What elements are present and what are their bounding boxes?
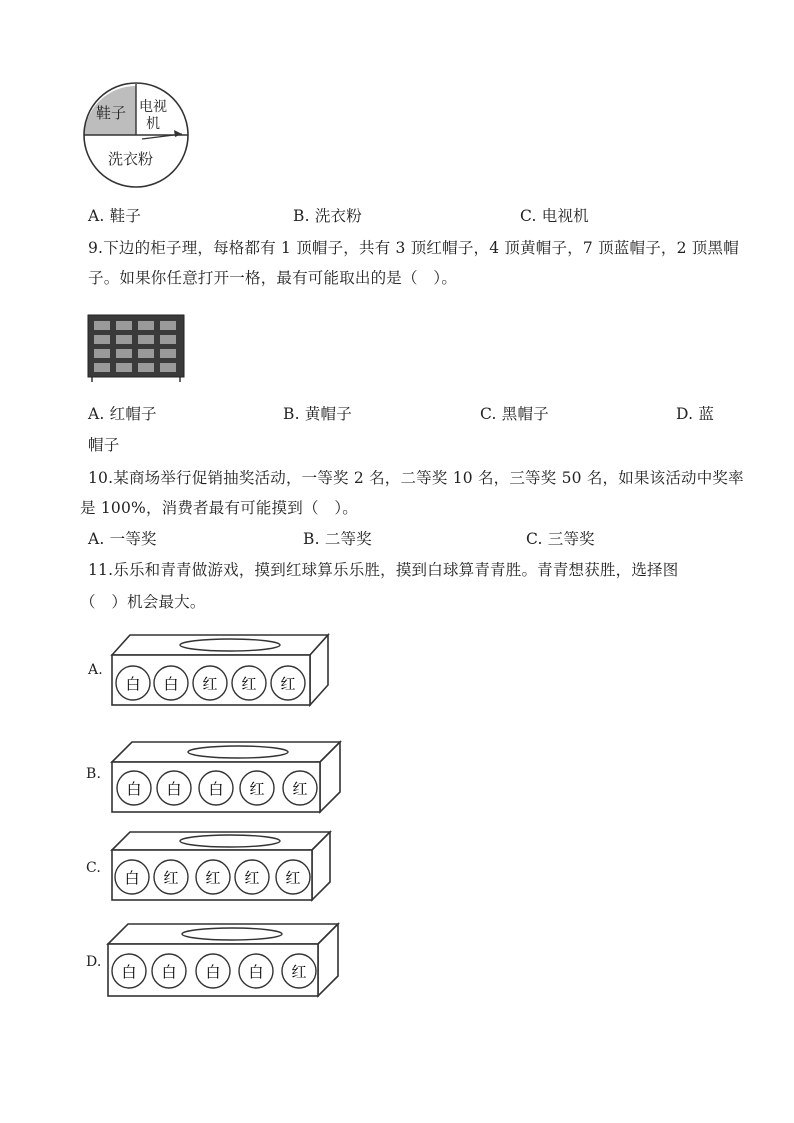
box-d-ball-3: 白 <box>205 963 221 981</box>
pie-label-tv-2: 机 <box>146 116 160 132</box>
box-d-label[interactable]: D. <box>86 954 102 970</box>
pie-chart-figure <box>78 82 190 192</box>
q9-question-line2: 子。如果你任意打开一格，最有可能取出的是（ ）。 <box>88 269 458 287</box>
box-c-ball-2: 红 <box>163 869 179 887</box>
q8-option-b[interactable]: B. 洗衣粉 <box>293 207 362 225</box>
q8-option-a[interactable]: A. 鞋子 <box>88 207 142 225</box>
q9-option-b[interactable]: B. 黄帽子 <box>283 405 352 423</box>
box-c-ball-4: 红 <box>244 869 260 887</box>
box-b-label[interactable]: B. <box>86 766 102 782</box>
q9-option-a[interactable]: A. 红帽子 <box>88 405 157 423</box>
q9-question-line1: 9.下边的柜子理，每格都有 1 顶帽子，共有 3 顶红帽子，4 顶黄帽子，7 顶蓝帽子，2 顶黑帽 <box>88 239 739 257</box>
box-c-label[interactable]: C. <box>86 860 102 876</box>
q9-option-d-continued: 帽子 <box>88 436 120 454</box>
box-b-ball-5: 红 <box>292 780 308 798</box>
ball-box-a[interactable] <box>110 633 330 709</box>
box-d-ball-4: 白 <box>248 963 264 981</box>
box-a-ball-3: 红 <box>202 675 218 693</box>
q9-option-d[interactable]: D. 蓝 <box>676 405 715 423</box>
box-a-ball-5: 红 <box>280 675 296 693</box>
box-b-ball-2: 白 <box>166 780 182 798</box>
pie-label-shoes: 鞋子 <box>96 104 127 122</box>
box-c-ball-3: 红 <box>205 869 221 887</box>
box-c-ball-5: 红 <box>285 869 301 887</box>
q10-option-b[interactable]: B. 二等奖 <box>303 530 372 548</box>
box-b-ball-1: 白 <box>126 780 142 798</box>
box-a-label[interactable]: A. <box>88 662 103 678</box>
box-a-ball-4: 红 <box>241 675 257 693</box>
q8-option-c[interactable]: C. 电视机 <box>520 207 589 225</box>
box-d-ball-5: 红 <box>291 963 307 981</box>
box-b-ball-3: 白 <box>208 780 224 798</box>
box-a-ball-2: 白 <box>163 675 179 693</box>
box-d-ball-2: 白 <box>161 963 177 981</box>
box-c-ball-1: 白 <box>124 869 140 887</box>
box-a-ball-1: 白 <box>125 675 141 693</box>
q10-option-a[interactable]: A. 一等奖 <box>88 530 157 548</box>
q10-option-c[interactable]: C. 三等奖 <box>526 530 595 548</box>
ball-box-d[interactable] <box>106 922 340 998</box>
q11-question-line1: 11.乐乐和青青做游戏，摸到红球算乐乐胜，摸到白球算青青胜。青青想获胜，选择图 <box>88 561 679 579</box>
box-b-ball-4: 红 <box>249 780 265 798</box>
pie-label-detergent: 洗衣粉 <box>108 150 154 168</box>
q11-question-line2: （ ）机会最大。 <box>80 593 206 611</box>
cabinet-figure <box>86 313 186 383</box>
q10-question-line2: 是 100%，消费者最有可能摸到（ ）。 <box>80 499 358 517</box>
ball-box-c[interactable] <box>110 830 332 904</box>
box-d-ball-1: 白 <box>121 963 137 981</box>
pie-label-tv-1: 电视 <box>139 99 167 115</box>
q9-option-c[interactable]: C. 黑帽子 <box>480 405 549 423</box>
q10-question-line1: 10.某商场举行促销抽奖活动，一等奖 2 名，二等奖 10 名，三等奖 50 名，如果该活动中奖率 <box>88 469 744 487</box>
ball-box-b[interactable] <box>110 740 342 816</box>
